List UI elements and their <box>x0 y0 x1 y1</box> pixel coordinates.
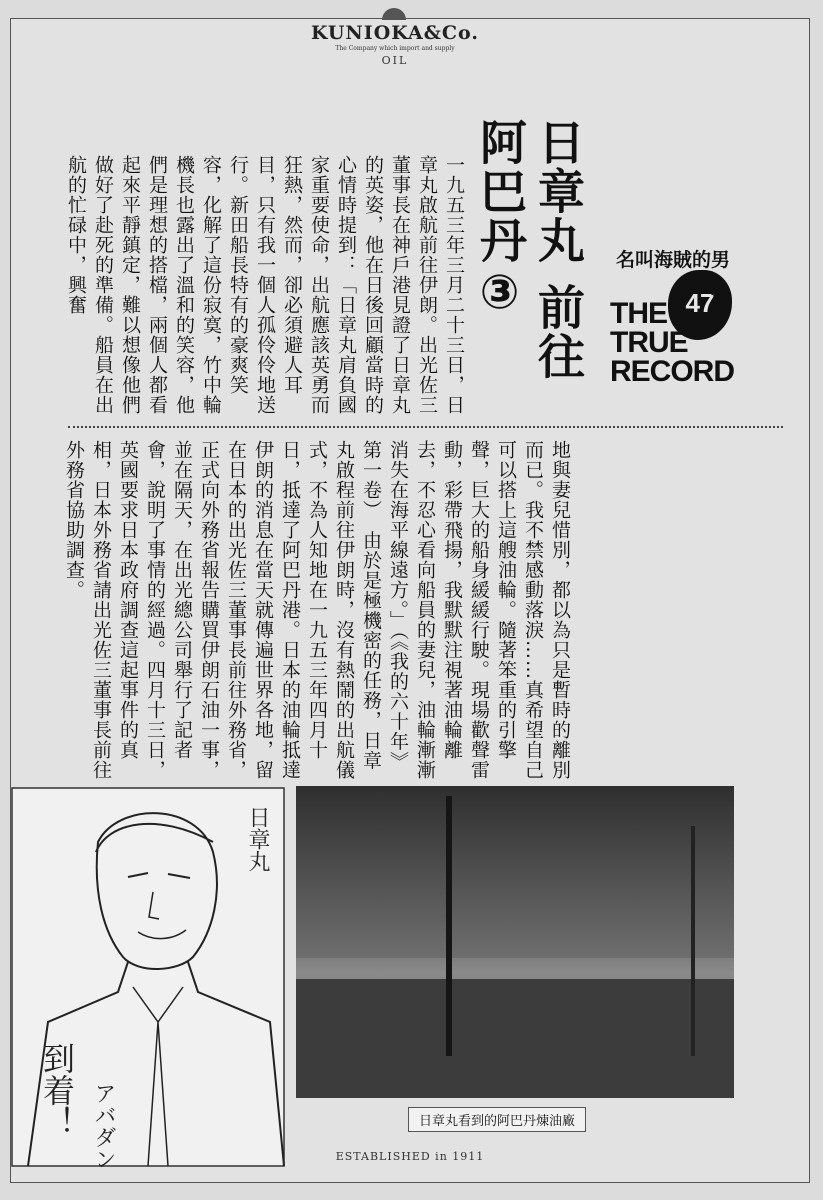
photo-caption: 日章丸看到的阿巴丹煉油廠 <box>408 1107 586 1132</box>
series-badge <box>610 245 735 388</box>
photo-sky <box>296 786 734 958</box>
sun-logo-icon <box>382 8 406 20</box>
true-record-label: THE TRUE RECORD <box>610 297 735 388</box>
sketch-note-bottom: 到着！ <box>38 1042 76 1138</box>
page-footer: ESTABLISHED in 1911 <box>335 1150 485 1163</box>
section-divider <box>68 426 783 428</box>
company-header <box>300 22 490 67</box>
oil-label: OIL <box>381 54 409 67</box>
body-column-1: 一九五三年三月二十三日，日章丸啟航前往伊朗。出光佐三董事長在神戶港見證了日章丸的英姿，他在日後回顧當時的心情時提到：「日章丸肩負國家重要使命，出航應該英勇而狂熱，然而，卻必須避人耳目，只有我一個人孤伶伶地送行。新田船長特有的豪爽笑容，化解了這份寂寞，竹中輪機長也露出了溫和的笑容，他們是理想的搭檔，兩個人都看起來平靜鎮定，難以想像他們做好了赴死的準備。船員在出航的忙碌中，興奮 <box>65 155 465 415</box>
body-column-2: 地與妻兒惜別，都以為只是暫時的離別而已。我不禁感動落淚……真希望自己可以搭上這艘油輪。隨著笨重的引擎聲，巨大的船身緩緩行駛。現場歡聲雷動，彩帶飛揚，我默默注視著油輪離去，不忍心看向船員的妻兒，油輪漸漸消失在海平線遠方。」（《我的六十年》第一卷） 由於是極機密的任務，日章丸啟程前往伊朗時，沒有熱鬧的出航儀式，不為人知地在一九五三年四月十日，抵達了阿巴丹港。日本的油輪抵達伊朗的消息在當天就傳遍世界各地，留在日本的出光佐三董事長前往外務省，正式向外務省報告購買伊朗石油一事，並在隔天，在出光總公司舉行了記者會，說明了事情的經過。四月十三日，英國要求日本政府調查這起事件的真相，日本外務省請出光佐三董事長前往外務省協助調查。 <box>63 440 571 780</box>
episode-number: 47 <box>685 288 715 318</box>
company-logo: KUNIOKA&Co. <box>311 22 479 44</box>
character-sketch <box>8 782 290 1172</box>
sketch-note-top: 日章丸 <box>245 806 270 872</box>
photo-mast-2 <box>691 826 695 1056</box>
photo-deck <box>296 979 734 1098</box>
photo-mast <box>446 796 452 1056</box>
sketch-note-katakana: アバダン <box>91 1082 116 1170</box>
article-title: 日章丸 前往阿巴丹③ <box>472 118 585 382</box>
company-tagline: The Company which import and supply <box>335 45 455 52</box>
series-name: 名叫海賊的男人 <box>615 249 730 298</box>
refinery-photo <box>296 786 734 1098</box>
